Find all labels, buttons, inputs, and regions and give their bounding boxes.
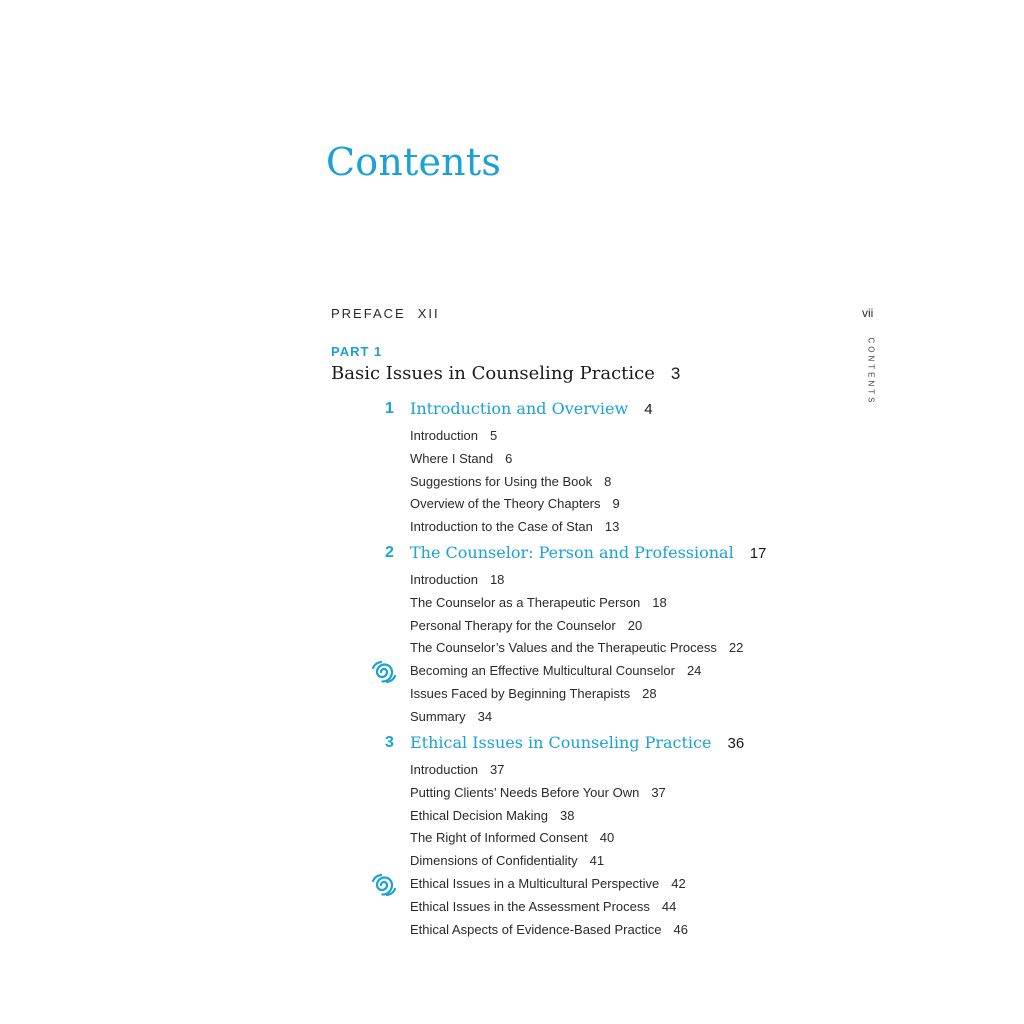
chapter-entries (330, 425, 850, 539)
list-item (330, 683, 850, 706)
list-item (330, 448, 850, 471)
entry-page: 28 (642, 685, 657, 701)
chapter-title (410, 399, 653, 418)
entry-title: Introduction (410, 572, 478, 587)
entry-page: 22 (728, 640, 744, 656)
swirl-icon (369, 660, 399, 684)
entry-page: 34 (477, 708, 493, 724)
entry-page: 13 (604, 519, 620, 535)
entry-page: 9 (612, 496, 620, 512)
part-title (331, 363, 680, 384)
chapter-2 (330, 543, 850, 729)
list-item (330, 516, 850, 539)
preface-entry (331, 306, 440, 321)
chapter-number: 2 (385, 544, 394, 561)
chapter-entries (330, 759, 850, 941)
entry-title: The Counselor as a Therapeutic Person (410, 594, 641, 610)
page-title: Contents (326, 140, 502, 184)
entry-title: Becoming an Effective Multicultural Counselor (410, 663, 675, 679)
chapter-number: 3 (385, 734, 394, 751)
entry-page: 20 (627, 617, 643, 633)
entry-page: 44 (661, 898, 677, 914)
entry-page: 6 (505, 450, 513, 466)
chapter-page: 17 (749, 545, 767, 562)
list-item (330, 592, 850, 615)
list-item (330, 759, 850, 782)
part-title-text: Basic Issues in Counseling Practice (331, 363, 655, 384)
list-item (330, 569, 850, 592)
entry-page: 18 (489, 572, 505, 587)
entry-title: Ethical Issues in the Assessment Process (410, 898, 650, 914)
entry-page: 18 (652, 594, 667, 610)
part-page: 3 (670, 364, 681, 383)
preface-page: XII (417, 306, 440, 321)
entry-page: 40 (599, 830, 615, 846)
entry-page: 5 (489, 428, 498, 443)
part-label: PART 1 (331, 344, 383, 359)
chapter-page: 4 (644, 401, 653, 418)
page-folio: vii (862, 306, 874, 320)
entry-title: Personal Therapy for the Counselor (410, 617, 616, 633)
chapter-title-text: Introduction and Overview (410, 399, 629, 418)
list-item (330, 782, 850, 805)
entry-page: 24 (686, 663, 702, 679)
list-item (330, 827, 850, 850)
entry-title: Ethical Aspects of Evidence-Based Practice (410, 921, 662, 937)
entry-page: 8 (604, 473, 612, 489)
preface-label: PREFACE (331, 306, 406, 321)
entry-page: 46 (673, 921, 688, 937)
entry-title: Introduction (410, 428, 478, 443)
entry-page: 37 (489, 762, 505, 777)
chapter-title-text: The Counselor: Person and Professional (410, 543, 734, 562)
list-item (330, 873, 850, 896)
entry-title: Putting Clients’ Needs Before Your Own (410, 784, 640, 800)
entry-title: Issues Faced by Beginning Therapists (410, 685, 631, 701)
chapter-entries (330, 569, 850, 729)
list-item (330, 850, 850, 873)
list-item (330, 660, 850, 683)
list-item (330, 425, 850, 448)
chapter-title-text: Ethical Issues in Counseling Practice (410, 733, 712, 752)
chapter-title (410, 543, 766, 562)
list-item (330, 805, 850, 828)
entry-title: Overview of the Theory Chapters (410, 496, 601, 512)
entry-title: The Counselor’s Values and the Therapeutic Process (410, 640, 717, 656)
chapter-3 (330, 733, 850, 941)
list-item (330, 493, 850, 516)
list-item (330, 706, 850, 729)
entry-title: Introduction to the Case of Stan (410, 519, 593, 535)
entry-title: Summary (410, 708, 466, 724)
entry-title: Where I Stand (410, 450, 494, 466)
entry-title: Dimensions of Confidentiality (410, 853, 578, 869)
list-item (330, 637, 850, 660)
chapter-page: 36 (727, 735, 745, 752)
entry-title: Introduction (410, 762, 478, 777)
chapter-heading (330, 733, 850, 759)
list-item (330, 471, 850, 494)
entry-page: 42 (671, 875, 686, 891)
entry-page: 38 (560, 807, 575, 823)
swirl-icon (369, 873, 399, 897)
chapter-number: 1 (385, 400, 394, 417)
entry-title: The Right of Informed Consent (410, 830, 588, 846)
chapter-heading (330, 543, 850, 569)
chapter-1 (330, 399, 850, 539)
chapter-heading (330, 399, 850, 425)
list-item (330, 896, 850, 919)
entry-title: Suggestions for Using the Book (410, 473, 593, 489)
entry-title: Ethical Decision Making (410, 807, 549, 823)
chapter-title (410, 733, 744, 752)
entry-title: Ethical Issues in a Multicultural Perspective (410, 875, 660, 891)
entry-page: 41 (589, 853, 605, 869)
list-item (330, 919, 850, 942)
entry-page: 37 (651, 784, 666, 800)
list-item (330, 615, 850, 638)
running-head: CONTENTS (866, 337, 876, 406)
